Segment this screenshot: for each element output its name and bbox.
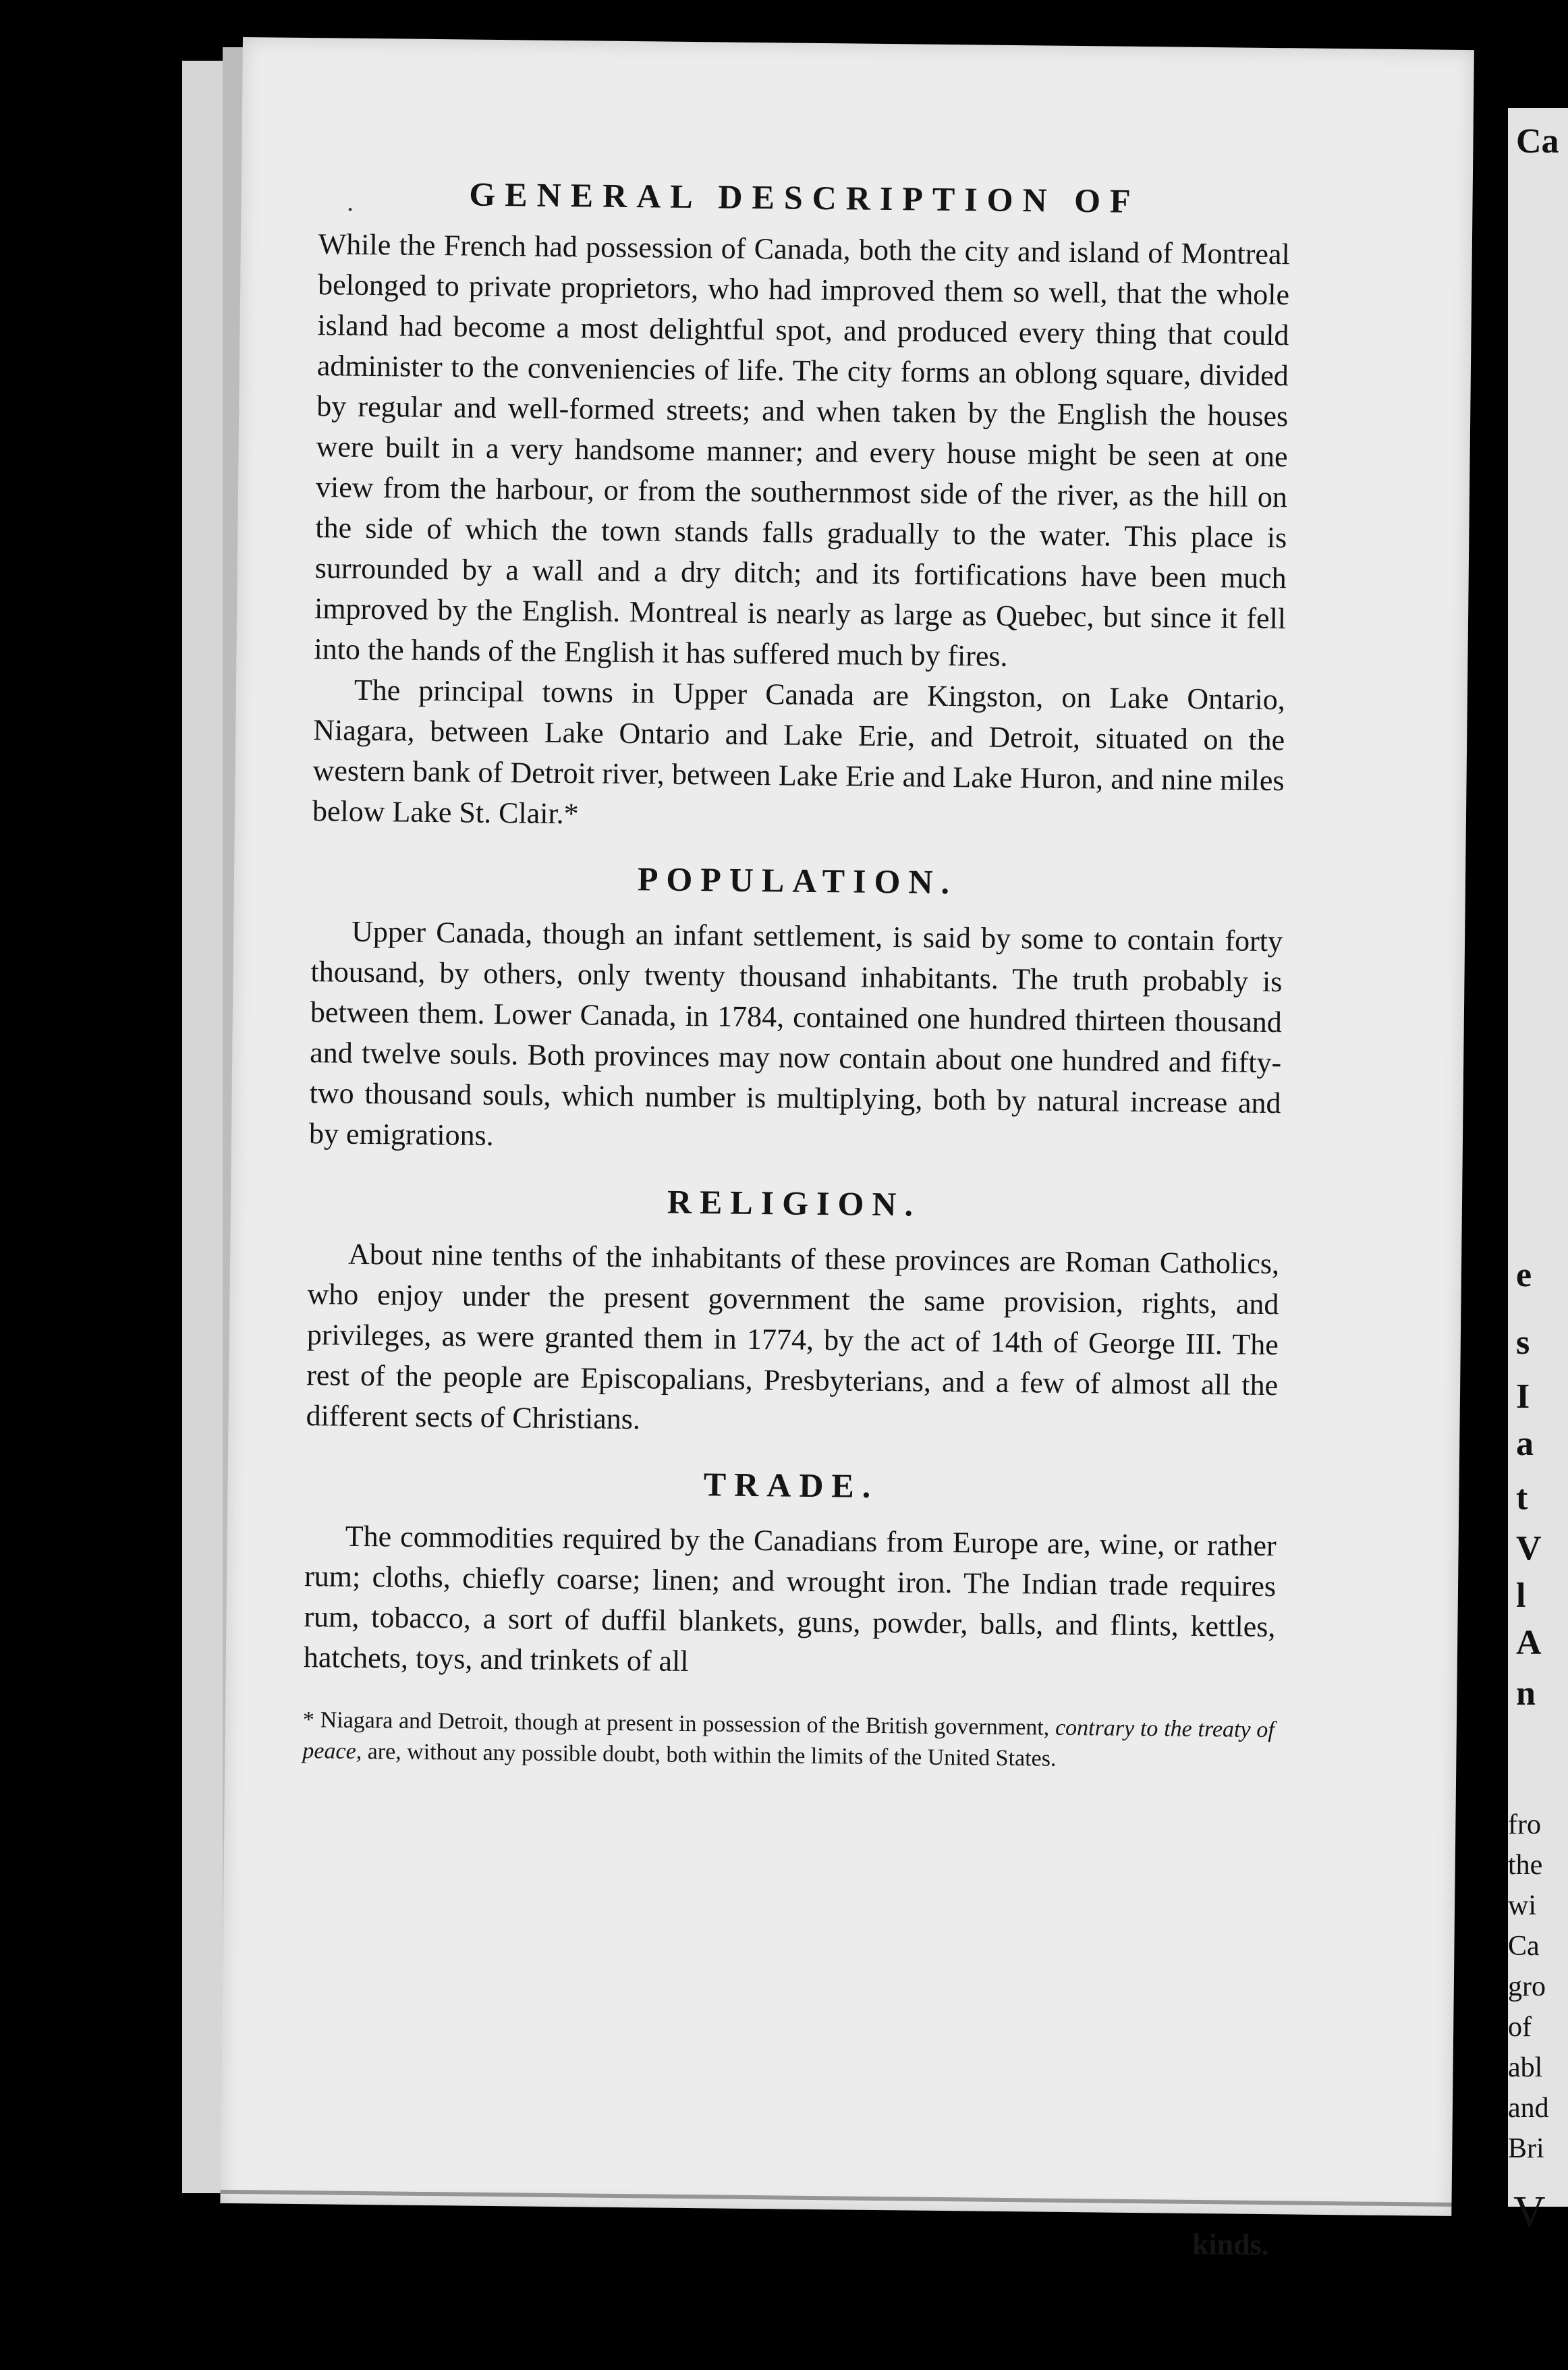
page-mark: ·	[345, 194, 355, 225]
section-heading-trade: TRADE.	[703, 1465, 879, 1505]
right-page-line: Ca	[1508, 1931, 1540, 1962]
paragraph-montreal: While the French had possession of Canada, both the city and island of Montreal belonged to private proprietors, who had improved them so well, that the whole island had become a most delightful spot, and produced every thing that could administer to the conveniencies of life. The city forms an oblong square, divided by regular and well-formed streets; and when taken by the English the houses were built in a very handsome manner; and every house might be seen at one view from the harbour, or from the southernmost side of the river, as the hill on the side of which the town stands falls gradually to the water. This place is surrounded by a wall and a dry ditch; and its fortifications have been much improved by the English. Montreal is nearly as large as Quebec, but since it fell into the hands of the English it has suffered much by fires.	[314, 227, 1290, 673]
footnote-italic: contrary to the treaty of peace,	[302, 1715, 1275, 1764]
footnote-part-1: * Niagara and Detroit, though at present in possession of the British government,	[302, 1707, 1050, 1740]
section-heading-religion: RELIGION.	[667, 1182, 922, 1223]
right-page-fragment: I	[1516, 1377, 1530, 1416]
section-text-trade: The commodities required by the Canadians from Europe are, wine, or rather rum; cloths, chiefly coarse; linen; and wrought iron. The Indian trade requires rum, tobacco, a sort of duffil blankets, guns, powder, balls, and flints, kettles, hatchets, toys, and trinkets of all	[303, 1519, 1277, 1678]
paragraph-principal-towns: The principal towns in Upper Canada are Kingston, on Lake Ontario, Niagara, between Lake Ontario and Lake Erie, and Detroit, situated on the western bank of Detroit river, between Lake Erie and Lake Huron, and nine miles below Lake St. Clair.*	[312, 673, 1286, 831]
page-bottom-edge	[221, 2190, 1452, 2207]
adjacent-page-edge-left	[182, 61, 223, 2193]
section-heading-population: POPULATION.	[637, 860, 958, 902]
right-page-line: the	[1508, 1850, 1543, 1881]
right-page-line: of	[1508, 2012, 1532, 2043]
page-content	[302, 173, 1291, 2262]
right-page-fragment: V	[1513, 2187, 1546, 2236]
right-page-line: abl	[1508, 2052, 1543, 2083]
footnote-part-2: are, without any possible doubt, both within the limits of the United States.	[367, 1739, 1057, 1771]
catchword: kinds.	[1192, 2227, 1270, 2262]
section-text-population: Upper Canada, though an infant settlement, is said by some to contain forty thousand, by others, only twenty thousand inhabitants. The truth probably is between them. Lower Canada, in 1784, contained one hundred thirteen thousand and twelve souls. Both provinces may now contain about one hundred and fifty-two thousand souls, which number is multiplying, both by natural increase and by emigrations.	[308, 914, 1283, 1152]
right-page-line: fro	[1508, 1809, 1541, 1840]
right-page-fragment: s	[1516, 1323, 1530, 1362]
section-text-religion: About nine tenths of the inhabitants of these provinces are Roman Catholics, who enjoy under the present government the same provision, rights, and privileges, as were granted them in 1774, by the act of 14th of George III. The rest of the people are Episcopalians, Presbyterians, and a few of almost all the different sects of Christians.	[306, 1237, 1280, 1436]
running-head: GENERAL DESCRIPTION OF	[469, 175, 1140, 220]
right-page-fragment: l	[1516, 1576, 1526, 1615]
right-page-fragment: A	[1516, 1624, 1542, 1662]
right-page-fragment: n	[1516, 1674, 1536, 1713]
right-page-fragment: Ca	[1516, 122, 1559, 161]
right-page-line: wi	[1508, 1890, 1536, 1921]
adjacent-page-right	[1508, 108, 1568, 2236]
right-page-fragment: V	[1516, 1529, 1542, 1568]
footnote	[302, 1705, 1275, 1777]
right-page-line: gro	[1508, 1971, 1546, 2002]
right-page-fragment: a	[1516, 1425, 1534, 1463]
book-page	[220, 37, 1474, 2262]
right-page-line: Bri	[1508, 2133, 1544, 2164]
right-page-fragment: e	[1516, 1256, 1532, 1294]
right-page-fragment: t	[1516, 1479, 1528, 1517]
right-page-line: and	[1508, 2093, 1549, 2124]
